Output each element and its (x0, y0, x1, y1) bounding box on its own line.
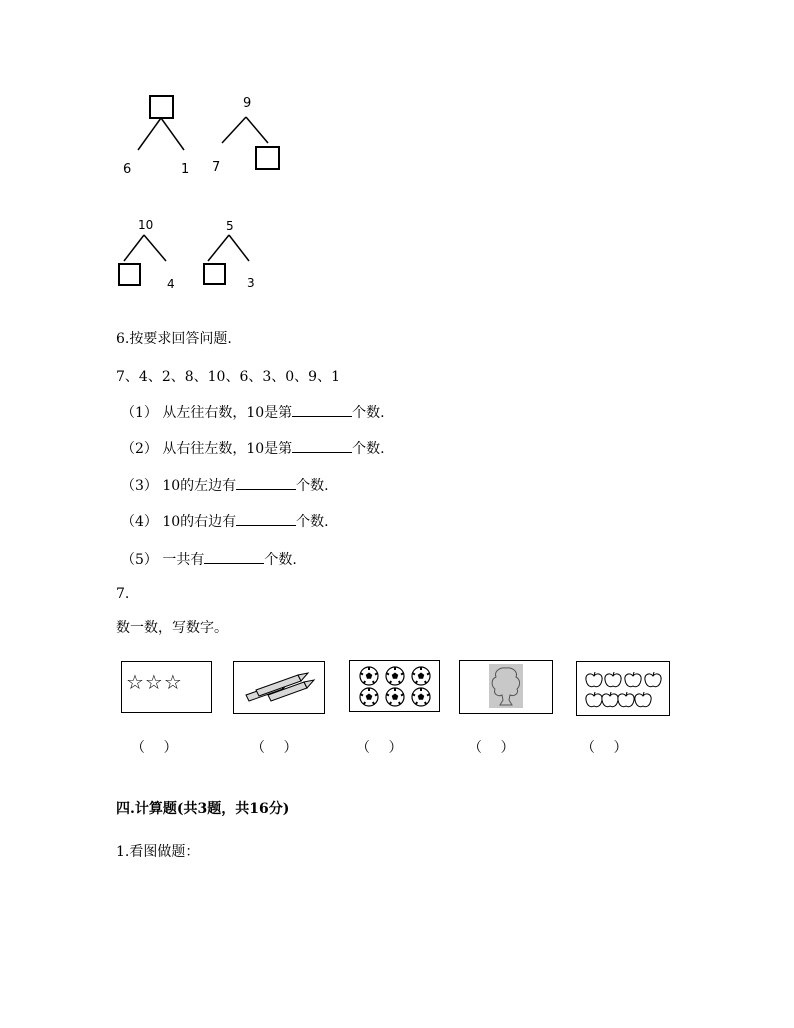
item-suffix: 个数. (296, 514, 329, 530)
apple-icon (645, 672, 661, 687)
count-box-tree (459, 660, 553, 714)
soccer-ball-icon (412, 688, 430, 706)
tree-1-right-value: 1 (181, 162, 190, 177)
tree-4-top-value: 5 (226, 219, 234, 233)
tree-1-left-value: 6 (123, 162, 132, 177)
apple-icon (605, 672, 621, 687)
soccer-ball-icon (360, 667, 378, 685)
number-tree-1 (138, 96, 184, 150)
apple-icon (586, 692, 602, 707)
tree-3-top-value: 10 (138, 218, 154, 232)
answer-box[interactable] (256, 147, 279, 169)
star-icon: ☆☆☆ (126, 670, 183, 694)
answer-parentheses-5[interactable]: （ ） (581, 740, 628, 756)
count-box-soccer-balls (349, 660, 440, 712)
soccer-ball-icon (386, 688, 404, 706)
soccer-ball-icon (412, 667, 430, 685)
apple-icon (618, 692, 634, 707)
answer-parentheses-1[interactable]: （ ） (131, 740, 178, 756)
count-box-pencils (233, 661, 325, 714)
tree-4-right-value: 3 (247, 276, 255, 290)
answer-blank[interactable] (236, 511, 296, 526)
answer-parentheses-3[interactable]: （ ） (356, 740, 403, 756)
question-7-number: 7. (116, 586, 130, 602)
number-trees (0, 0, 794, 300)
item-prefix: （1） 从左往右数，10是第 (121, 405, 293, 421)
pencil-icon (234, 662, 326, 715)
answer-parentheses-4[interactable]: （ ） (468, 740, 515, 756)
question-6-item-3 (121, 475, 329, 495)
count-box-apples (576, 661, 670, 716)
item-prefix: （3） 10的左边有 (121, 478, 237, 494)
item-suffix: 个数. (264, 552, 297, 568)
answer-blank[interactable] (204, 549, 264, 564)
soccer-ball-icon (360, 688, 378, 706)
answer-box[interactable] (150, 96, 173, 118)
item-suffix: 个数. (296, 478, 329, 494)
apple-icon (602, 692, 618, 707)
answer-box[interactable] (204, 264, 225, 284)
item-prefix: （4） 10的右边有 (121, 514, 237, 530)
number-tree-3 (119, 235, 166, 285)
question-6-item-5 (121, 549, 297, 569)
item-suffix: 个数. (352, 441, 385, 457)
number-tree-2 (222, 117, 279, 169)
apple-icon (586, 672, 602, 687)
tree-3-right-value: 4 (167, 277, 175, 291)
item-prefix: （2） 从右往左数，10是第 (121, 441, 293, 457)
question-7-instruction: 数一数，写数字。 (116, 620, 228, 636)
section-4-heading: 四.计算题(共3题，共16分) (116, 801, 290, 817)
count-box-stars (121, 661, 212, 713)
number-tree-4 (204, 235, 249, 284)
soccer-ball-icon (386, 667, 404, 685)
question-6-item-2 (121, 438, 385, 458)
answer-parentheses-2[interactable]: （ ） (251, 740, 298, 756)
question-6-item-4 (121, 511, 329, 531)
answer-blank[interactable] (292, 438, 352, 453)
section-4-question-1: 1.看图做题： (116, 844, 200, 860)
answer-box[interactable] (119, 264, 140, 285)
tree-2-top-value: 9 (243, 96, 252, 111)
question-6-title: 6.按要求回答问题. (116, 331, 232, 347)
answer-blank[interactable] (236, 475, 296, 490)
number-sequence: 7、4、2、8、10、6、3、0、9、1 (116, 369, 340, 385)
tree-2-left-value: 7 (212, 160, 221, 175)
apple-icon (635, 692, 651, 707)
tree-icon (489, 664, 523, 708)
item-prefix: （5） 一共有 (121, 552, 205, 568)
question-6-item-1 (121, 402, 385, 422)
apple-icon (625, 672, 641, 687)
item-suffix: 个数. (352, 405, 385, 421)
answer-blank[interactable] (292, 402, 352, 417)
